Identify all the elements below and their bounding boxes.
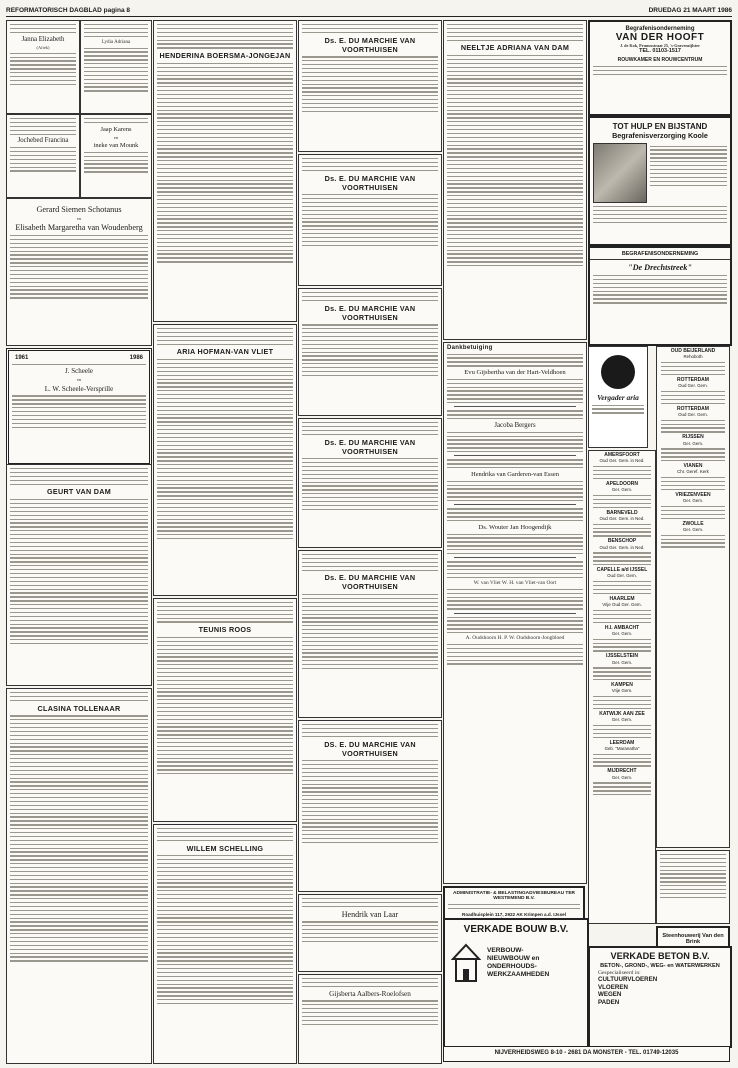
minister-name: DS. E. DU MARCHIE VAN VOORTHUISEN (324, 739, 416, 758)
church-place: ROTTERDAM (677, 405, 709, 412)
birth-name: Janna Elizabeth (21, 35, 65, 43)
ad1-phone: TEL. 01103-1517 (639, 48, 681, 55)
ad-van-der-hooft (588, 20, 732, 116)
footer-address-bar (443, 1046, 730, 1062)
bouw-line: WERKZAAMHEDEN (487, 971, 550, 978)
minister-name: Ds. E. DU MARCHIE VAN VOORTHUISEN (324, 573, 416, 592)
bouw-line: ONDERHOUDS- (487, 963, 537, 970)
anniv-year-end: 1986 (129, 355, 143, 361)
church-denomination: Ger. Gem. (611, 659, 633, 665)
church-denomination: Oud Ger. Gem. (607, 573, 637, 579)
anniv-year-start: 1961 (15, 355, 29, 361)
thanks-name-2: Jacoba Bergers (494, 422, 536, 430)
anniv-name-1: J. Scheele (65, 367, 93, 376)
church-service-entry (591, 741, 653, 767)
church-place: H.I. AMBACHT (604, 624, 640, 631)
beton-line: CULTUURVLOEREN (598, 976, 658, 984)
church-service-entry (659, 407, 727, 433)
ad-admin-address: Roadhuisplein 117, 2922 AK Krimpen a.d. IJssel (462, 911, 566, 917)
ad-admin-title: ADMINISTRATIE- & BELASTINGADVIESBUREAU TER WESTEMEND B.V. (453, 891, 575, 901)
church-service-entry (591, 568, 653, 594)
church-place: ROTTERDAM (677, 376, 709, 383)
minister-name: Ds. E. DU MARCHIE VAN VOORTHUISEN (324, 303, 416, 322)
church-service-entry (591, 597, 653, 623)
death-notice-schelling (153, 824, 297, 1064)
church-service-entry (659, 493, 727, 519)
anniv-name-2: L. W. Scheele-Versprille (44, 384, 114, 393)
death-notice-hofman (153, 324, 297, 596)
church-service-entry (659, 378, 727, 404)
church-place: VIANEN (683, 463, 703, 469)
bouw-title: VERKADE BOUW B.V. (463, 924, 569, 935)
church-place: IJSSELSTEIN (606, 653, 638, 660)
deceased-name-2: CLASINA TOLLENAAR (37, 703, 121, 713)
death-notice-vandam (443, 20, 587, 340)
beton-title: VERKADE BETON B.V. (610, 951, 710, 961)
minister-name: Ds. E. DU MARCHIE VAN VOORTHUISEN (324, 35, 416, 54)
thanks-name-1: Evu Gijsbertha van der Hart-Veldhoen (464, 369, 566, 377)
ad3-title: BEGRAFENISONDERNEMING (590, 251, 730, 260)
church-place: AMERSFOORT (604, 452, 640, 458)
church-place: MIJDRECHT (607, 768, 637, 775)
ad2-title-1: TOT HULP EN BIJSTAND (612, 122, 708, 131)
thanks-title: Dankbetuiging (447, 345, 493, 351)
anniversary-notice: 1961 1986 J. Scheele en L. W. Scheele-Versprille (6, 348, 152, 466)
ad-vergader-aria (588, 346, 648, 448)
thanks-section (443, 342, 587, 884)
church-service-entry (659, 435, 727, 461)
beton-spec: Gespecialiseerd in: (598, 970, 641, 976)
engaged-name-2: ineke van Mounk (93, 142, 139, 150)
deceased-name-aalbers: Gijsberta Aalbers-Roelofsen (329, 989, 411, 998)
page-header (6, 4, 732, 17)
ad1-slogan: ROUWKAMER EN ROUWCENTRUM (617, 57, 703, 64)
church-place: BARNEVELD (606, 509, 638, 516)
birth-notice-2: Lydia Adriana (80, 20, 152, 114)
church-denomination: Ger. Gem. (611, 717, 633, 723)
church-service-entry (591, 482, 653, 508)
church-service-entry (659, 349, 727, 375)
death-notice-roos (153, 598, 297, 822)
wedding-name-1: Gerard Siemen Schotanus (36, 205, 122, 214)
engagement-notice: Jaap Karens en ineke van Mounk (80, 114, 152, 198)
wedding-name-2: Elisabeth Margaretha van Woudenberg (15, 223, 143, 233)
church-denomination: Chr. Geref. Kerk (677, 469, 709, 475)
church-denomination: Ger. Gem. (611, 774, 633, 780)
ad1-title: Begrafenisonderneming (625, 26, 695, 32)
notice-marchie-2 (298, 154, 442, 286)
church-denomination: Oud Ger. Gem. in Ned. (599, 515, 645, 521)
thanks-name-3: Hendrika van Garderen-van Essen (471, 471, 559, 479)
church-service-entry (659, 522, 727, 548)
header-left: REFORMATORISCH DAGBLAD pagina 8 (6, 6, 130, 14)
ad4-title: Vergader aria (597, 393, 639, 402)
church-service-entry (591, 769, 653, 795)
engaged-name-1: Jaap Karens (100, 125, 132, 133)
notice-van-laar (298, 894, 442, 972)
birth-name-2: Jochebed Francina (17, 137, 69, 145)
notice-marchie-6 (298, 720, 442, 892)
ad2-title-2: Begrafenisverzorging Koole (612, 131, 708, 140)
vergader-logo (601, 355, 635, 389)
house-icon (451, 943, 481, 983)
beton-sub: BETON-, GROND-, WEG- en WATERWERKEN (600, 963, 720, 969)
church-place: HAARLEM (609, 595, 635, 602)
beton-line: PADEN (598, 998, 620, 1006)
notice-marchie-5 (298, 550, 442, 718)
ad-koole (588, 116, 732, 246)
church-service-entry (591, 453, 653, 479)
church-place: LEERDAM (609, 739, 635, 746)
church-service-entry (591, 539, 653, 565)
deceased-name-boersma: HENDERINA BOERSMA-JONGEJAN (159, 51, 291, 61)
church-place: APELDOORN (606, 480, 638, 487)
church-place: VRIEZENVEEN (675, 491, 711, 498)
koole-photo (593, 143, 647, 203)
church-place: BENSCHOP (607, 538, 637, 545)
church-service-entry (591, 712, 653, 738)
church-place: ZWOLLE (682, 520, 704, 527)
church-service-entry (591, 654, 653, 680)
column-2 (153, 20, 295, 1062)
beton-line: VLOEREN (598, 983, 628, 991)
deceased-name-roos: TEUNIS ROOS (198, 625, 252, 635)
church-denomination: Oud Ger. Gem. in Ned. (599, 544, 645, 550)
ad-verkade-beton-bv (588, 946, 732, 1048)
church-services-left (588, 450, 656, 924)
column-3 (298, 20, 440, 1062)
column-1 (6, 20, 150, 1062)
ad-drechtstreek (588, 246, 732, 346)
deceased-name-hofman: ARIA HOFMAN-VAN VLIET (176, 347, 274, 357)
church-service-entry (659, 464, 727, 490)
church-denomination: Ger. Gem. (611, 630, 633, 636)
church-denomination: Ger. Gem. (682, 498, 704, 504)
death-notice-boersma (153, 20, 297, 322)
ad5-title: Steenhouwerij Van den Brink (662, 933, 724, 945)
column-5 (588, 20, 732, 1062)
header-right: DRUEDAG 21 MAART 1986 (648, 6, 732, 14)
church-denomination: Oud Ger. Gem. (678, 411, 708, 417)
footer-address: NIJVERHEIDSWEG 8-10 - 2681 DA MONSTER - TEL. 01749-12035 (494, 1050, 679, 1056)
church-service-entry (591, 626, 653, 652)
church-place: CAPELLE a/d IJSSEL (596, 567, 648, 573)
beton-line: WEGEN (598, 991, 622, 999)
notice-marchie-3 (298, 288, 442, 416)
church-denomination: Geb. "Maranatha" (604, 745, 640, 751)
church-services-right (656, 346, 730, 848)
church-service-entry (591, 511, 653, 537)
church-place: KAMPEN (611, 682, 633, 688)
bouw-line: NIEUWBOUW en (487, 955, 540, 962)
notice-marchie-1 (298, 20, 442, 152)
birth-sub: (Afiek) (36, 44, 50, 50)
church-denomination: Vrije Oud Ger. Gem. (602, 602, 642, 608)
ad-verkade-bouw-bv (443, 918, 589, 1048)
death-notice-tollenaar (6, 688, 152, 1064)
deceased-name: GEURT VAN DAM (46, 487, 112, 497)
church-denomination: Vrije Gem. (611, 688, 633, 694)
bouw-line: VERBOUW- (487, 947, 524, 954)
notice-aalbers (298, 974, 442, 1064)
church-denomination: Rehoboth (683, 354, 703, 360)
ad3-name: "De Drechtstreek" (628, 263, 692, 272)
deceased-name-laar: Hendrik van Laar (341, 909, 399, 919)
church-denomination: Ger. Gem. (611, 487, 633, 493)
birth-notice-1 (6, 20, 80, 114)
minister-name: Ds. E. DU MARCHIE VAN VOORTHUISEN (324, 173, 416, 192)
church-place: RIJSSEN (682, 434, 704, 441)
birth-notice-3 (6, 114, 80, 198)
deceased-name-vandam: NEELTJE ADRIANA VAN DAM (460, 43, 570, 53)
church-denomination: Oud Ger. Gem. in Ned. (599, 458, 645, 464)
minister-name: Ds. E. DU MARCHIE VAN VOORTHUISEN (324, 437, 416, 456)
death-notice-dam (6, 464, 152, 686)
church-denomination: Ger. Gem. (682, 526, 704, 532)
column-4 (443, 20, 585, 1062)
church-service-entry (591, 683, 653, 709)
ad1-address: J. de Kok, Prunusstraat 25, 's-Gravenzijlster (619, 43, 701, 48)
church-place: KATWIJK AAN ZEE (599, 710, 645, 717)
thanks-name-6: A. Oudshoorn H. P. W. Oudshoorn-Jongbloed (465, 634, 565, 641)
deceased-name-schelling: WILLEM SCHELLING (186, 843, 264, 853)
notice-marchie-4 (298, 418, 442, 548)
church-place: OUD BEIJERLAND (670, 348, 716, 354)
church-denomination: Ger. Gem. (682, 440, 704, 446)
thanks-name-4: Ds. Wouter Jan Hoogendijk (478, 523, 552, 531)
ad1-name: VAN DER HOOFT (615, 32, 705, 43)
thanks-name-5: W. van Vliet W. H. van Vliet-van Oort (473, 579, 557, 586)
church-denomination: Oud Ger. Gem. (678, 383, 708, 389)
church-notice-box (656, 850, 730, 924)
wedding-notice: Gerard Siemen Schotanus en Elisabeth Margaretha van Woudenberg (6, 198, 152, 346)
